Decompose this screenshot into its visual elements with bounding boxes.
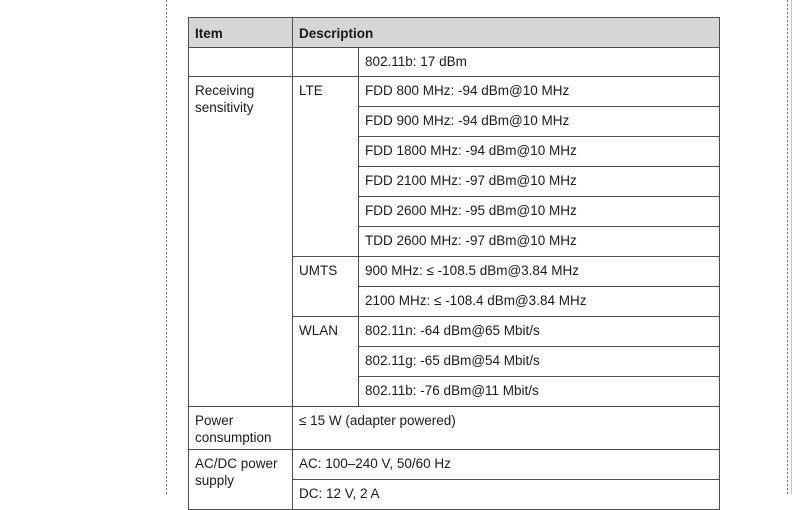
- table-cell: FDD 800 MHz: -94 dBm@10 MHz: [359, 77, 720, 107]
- table-cell: DC: 12 V, 2 A: [293, 480, 720, 510]
- table-cell: FDD 1800 MHz: -94 dBm@10 MHz: [359, 137, 720, 167]
- table-row: [189, 450, 720, 480]
- spec-table: [188, 17, 720, 510]
- page-edge-line: [791, 0, 792, 494]
- power-consumption-label: Power consumption: [189, 407, 293, 450]
- header-item: Item: [189, 18, 293, 48]
- table-cell: ≤ 15 W (adapter powered): [293, 407, 720, 450]
- table-cell: [189, 48, 293, 77]
- page-margin-line-left: [166, 0, 167, 494]
- table-row: [189, 48, 720, 77]
- power-supply-label: AC/DC power supply: [189, 450, 293, 510]
- lte-label: LTE: [293, 77, 359, 257]
- table-row: [189, 77, 720, 107]
- table-cell: 2100 MHz: ≤ -108.4 dBm@3.84 MHz: [359, 287, 720, 317]
- umts-label: UMTS: [293, 257, 359, 317]
- page-margin-line-right: [787, 0, 788, 494]
- table-cell: TDD 2600 MHz: -97 dBm@10 MHz: [359, 227, 720, 257]
- table-cell: 802.11g: -65 dBm@54 Mbit/s: [359, 347, 720, 377]
- table-cell: FDD 2100 MHz: -97 dBm@10 MHz: [359, 167, 720, 197]
- table-header-row: [189, 18, 720, 48]
- wlan-label: WLAN: [293, 317, 359, 407]
- table-cell: 900 MHz: ≤ -108.5 dBm@3.84 MHz: [359, 257, 720, 287]
- table-cell: FDD 2600 MHz: -95 dBm@10 MHz: [359, 197, 720, 227]
- table-cell: 802.11b: 17 dBm: [359, 48, 720, 77]
- table-cell: FDD 900 MHz: -94 dBm@10 MHz: [359, 107, 720, 137]
- table-cell: 802.11n: -64 dBm@65 Mbit/s: [359, 317, 720, 347]
- table-cell: 802.11b: -76 dBm@11 Mbit/s: [359, 377, 720, 407]
- header-description: Description: [293, 18, 720, 48]
- table-cell: [293, 48, 359, 77]
- table-row: [189, 407, 720, 450]
- table-cell: AC: 100–240 V, 50/60 Hz: [293, 450, 720, 480]
- receiving-sensitivity-label: Receiving sensitivity: [189, 77, 293, 407]
